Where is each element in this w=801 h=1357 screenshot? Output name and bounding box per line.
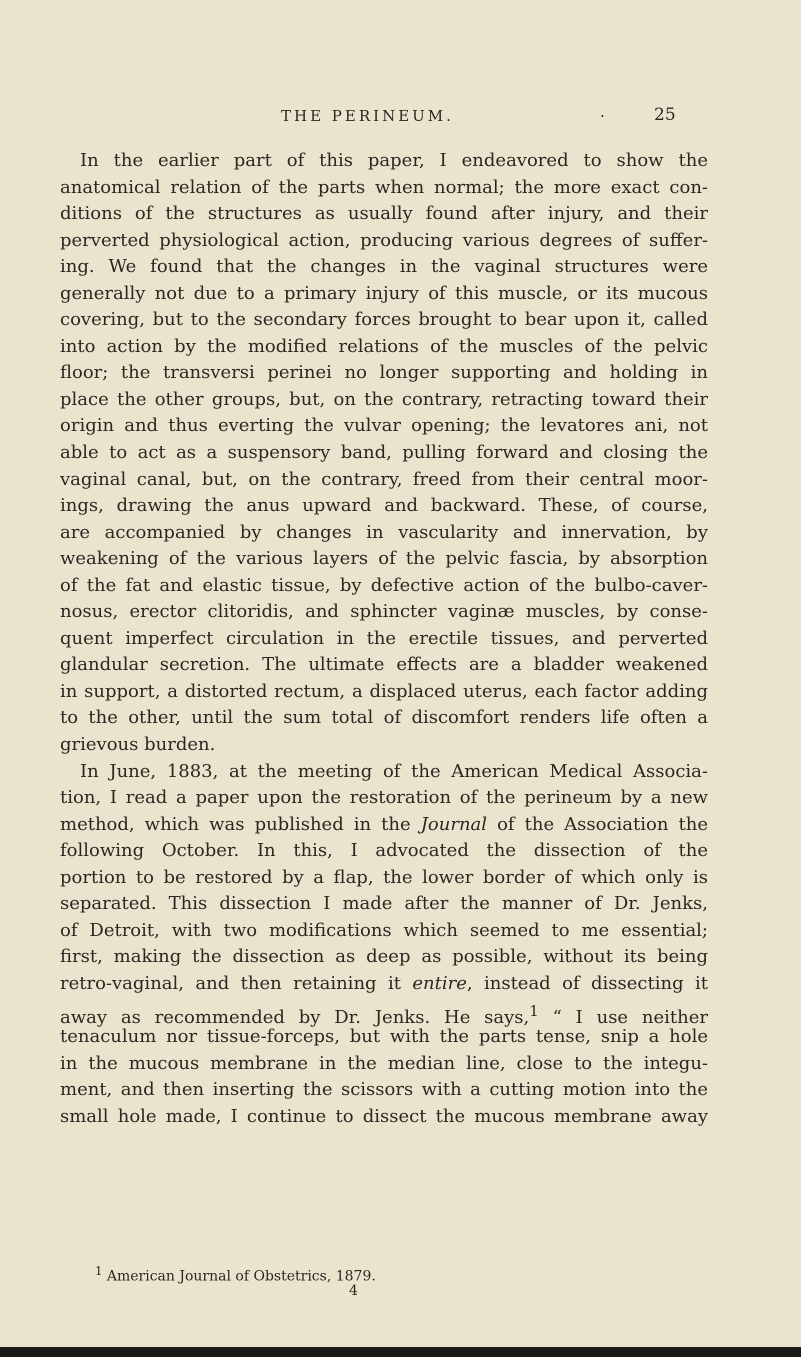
- text-line: weakening of the various layers of the pelvic fascia, by absorption: [60, 548, 708, 570]
- text-line: floor; the transversi perinei no longer supporting and holding in: [60, 362, 708, 384]
- text-line: tenaculum nor tissue-forceps, but with the parts tense, snip a hole: [60, 1026, 708, 1048]
- text-line: in support, a distorted rectum, a displaced uterus, each factor adding: [60, 680, 708, 702]
- text-line: separated. This dissection I made after the manner of Dr. Jenks,: [60, 893, 708, 915]
- text-line: grievous burden.: [60, 734, 216, 756]
- text-line: ings, drawing the anus upward and backward. These, of course,: [60, 495, 708, 517]
- text-line: to the other, until the sum total of discomfort renders life often a: [60, 707, 708, 729]
- journal-title: Journal: [420, 813, 488, 835]
- text-line: first, making the dissection as deep as possible, without its being: [60, 946, 708, 968]
- text-run: away as recommended by Dr. Jenks. He says,: [60, 1006, 530, 1028]
- text-line: origin and thus everting the vulvar opening; the levatores ani, not: [60, 415, 708, 437]
- text-line: of the fat and elastic tissue, by defective action of the bulbo-caver-: [60, 574, 708, 596]
- text-line: into action by the modified relations of the muscles of the pelvic: [60, 335, 708, 357]
- text-line: generally not due to a primary injury of this muscle, or its mucous: [60, 282, 708, 304]
- text-line: are accompanied by changes in vascularity and innervation, by: [60, 521, 708, 543]
- page-number: 25: [654, 105, 676, 125]
- running-header: [0, 107, 801, 133]
- footnote: [95, 1264, 376, 1285]
- text-line: of Detroit, with two modifications which seemed to me essential;: [60, 919, 708, 941]
- footnote-marker: 1: [95, 1264, 103, 1278]
- body-text: [60, 148, 708, 1130]
- text-line: [60, 971, 708, 998]
- text-run: method, which was published in the: [60, 813, 411, 835]
- text-line: ing. We found that the changes in the vaginal structures were: [60, 256, 708, 278]
- text-line: following October. In this, I advocated the dissection of the: [60, 840, 708, 862]
- text-run: “ I use neither: [552, 1006, 708, 1028]
- text-line: place the other groups, but, on the contrary, retracting toward their: [60, 388, 708, 410]
- signature-mark: 4: [349, 1283, 358, 1299]
- text-line: tion, I read a paper upon the restoration of the perineum by a new: [60, 787, 708, 809]
- emphasis-entire: entire: [412, 972, 467, 994]
- text-line: perverted physiological action, producing various degrees of suffer-: [60, 229, 708, 251]
- text-line: ment, and then inserting the scissors with a cutting motion into the: [60, 1079, 708, 1101]
- text-line: in the mucous membrane in the median line, close to the integu-: [60, 1052, 708, 1074]
- text-line: [60, 812, 708, 839]
- text-line: anatomical relation of the parts when normal; the more exact con-: [60, 176, 708, 198]
- text-line: small hole made, I continue to dissect the mucous membrane away: [60, 1105, 708, 1127]
- text-line: able to act as a suspensory band, pulling forward and closing the: [60, 442, 708, 464]
- text-line: ditions of the structures as usually found after injury, and their: [60, 203, 708, 225]
- text-run: , instead of dissecting it: [466, 972, 708, 994]
- text-line: vaginal canal, but, on the contrary, freed from their central moor-: [60, 468, 708, 490]
- footnote-text: American Journal of Obstetrics, 1879.: [106, 1268, 376, 1285]
- text-line: quent imperfect circulation in the erectile tissues, and perverted: [60, 627, 708, 649]
- text-line: In June, 1883, at the meeting of the American Medical Associa-: [80, 760, 708, 782]
- text-line: portion to be restored by a flap, the lower border of which only is: [60, 866, 708, 888]
- text-line: covering, but to the secondary forces brought to bear upon it, called: [60, 309, 708, 331]
- footnote-reference: 1: [529, 1001, 539, 1020]
- text-line: nosus, erector clitoridis, and sphincter vaginæ muscles, by conse-: [60, 601, 708, 623]
- text-line: In the earlier part of this paper, I endeavored to show the: [80, 150, 708, 171]
- text-line: glandular secretion. The ultimate effects are a bladder weakened: [60, 654, 708, 676]
- scan-edge: [0, 1347, 801, 1357]
- text-run: retro-vaginal, and then retaining it: [60, 972, 401, 994]
- text-line: [60, 998, 708, 1028]
- text-run: of the Association the: [497, 813, 708, 835]
- running-title: THE PERINEUM.: [281, 107, 454, 125]
- header-separator: ·: [600, 107, 605, 125]
